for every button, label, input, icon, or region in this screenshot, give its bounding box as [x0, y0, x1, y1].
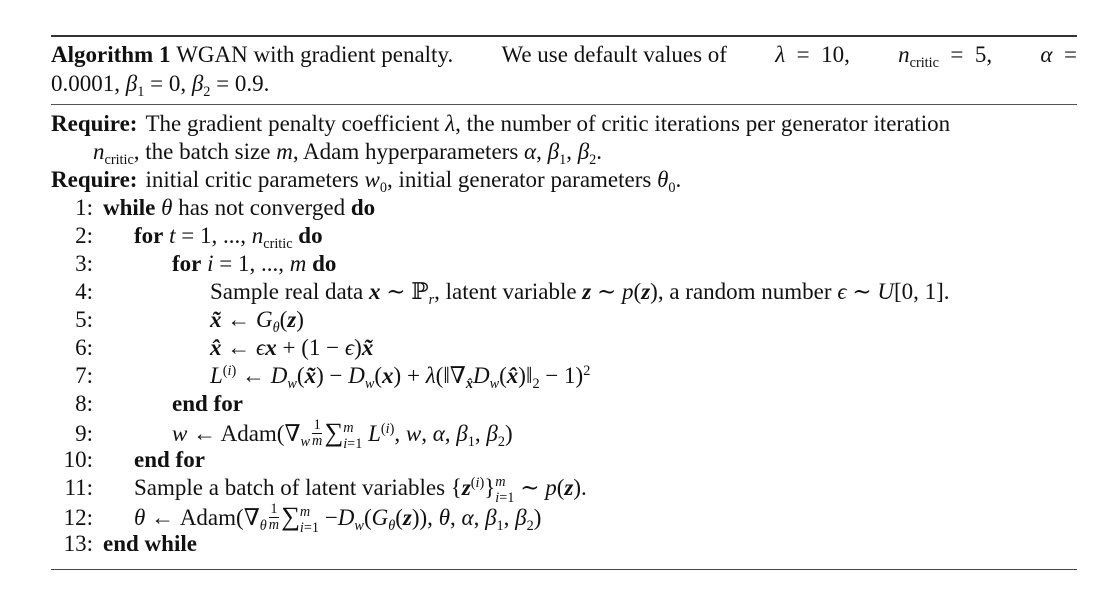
algo-line-5: 5: x̃ ← $G_\theta(z)$ [75, 307, 304, 336]
caption-line-1 [51, 40, 1077, 69]
algo-line-1: 1: while θ has not converged do [75, 195, 376, 220]
algo-line-10: 10: end for [63, 447, 205, 472]
algo-line-7: 7: $L^{(i)}$ ← $D_w(x̃) - D_w(x)$ + $\lambda(‖\nabla_{x̂}D_w(x̂)‖_2 - 1)^2$ [75, 363, 591, 392]
algo-line-9: 9: w ← $Adam(\nabla_w$ $\frac{1}{m}$ ∑ m i=1 $L^{(i)}$, w, α, $\beta_1$, $\beta_2$) [75, 417, 513, 452]
caption-line-2: 0.0001, $\beta_1 = 0$, $\beta_2 = 0.9$. [51, 71, 270, 100]
algorithm-block [51, 35, 1077, 558]
algorithm-body [51, 110, 1077, 558]
algo-line-4: 4: Sample real data x ∼ ℙ$_r$, latent variable z ∼ p(z), a random number ϵ ∼ U[0, 1]. [75, 279, 950, 308]
require-2: Require: initial critic parameters $w_0$, initial generator parameters $\theta_0$. [51, 167, 682, 196]
bottom-rule [51, 569, 1077, 570]
algo-line-11: 11: Sample a batch of latent variables $\{z^{(i)}\}$ m i=1 ∼ p(z). [64, 474, 587, 506]
require-label: Require: [51, 111, 138, 136]
top-rule [51, 35, 1077, 37]
algorithm-caption [51, 40, 1077, 98]
algo-line-13: 13: end while [63, 531, 197, 556]
algorithm-label: Algorithm 1 [51, 42, 171, 67]
caption-lambda: λ = 10, [775, 42, 850, 67]
caption-alpha: α = [1040, 42, 1077, 67]
algorithm-title: WGAN with gradient penalty. [176, 42, 454, 67]
caption-ncritic: $n_{critic} = 5$, [898, 42, 993, 71]
algo-line-8: 8: end for [75, 391, 243, 416]
caption-rule [51, 104, 1077, 105]
require-label: Require: [51, 167, 138, 192]
algo-line-3: 3: for i = 1, ..., m do [75, 251, 337, 276]
algo-line-2: 2: for t = 1, ..., $n_{critic}$ do [75, 223, 323, 252]
require-1: Require: The gradient penalty coefficient λ, the number of critic iterations per generator iteration $n_{critic}$, the batch size m, Adam hyperparameters α, $\beta_1$, $\beta_2$. [51, 111, 951, 168]
algo-line-6: 6: x̂ ← ϵx + (1 − ϵ)x̃ [75, 335, 374, 360]
caption-we-use: We use default values of [501, 42, 727, 67]
algo-line-12: 12: θ ← $Adam(\nabla_\theta$ $\frac{1}{m}$ ∑ m i=1 $-D_w(G_\theta(z))$, θ, α, $\beta_1$, $\beta_2$) [63, 501, 542, 536]
